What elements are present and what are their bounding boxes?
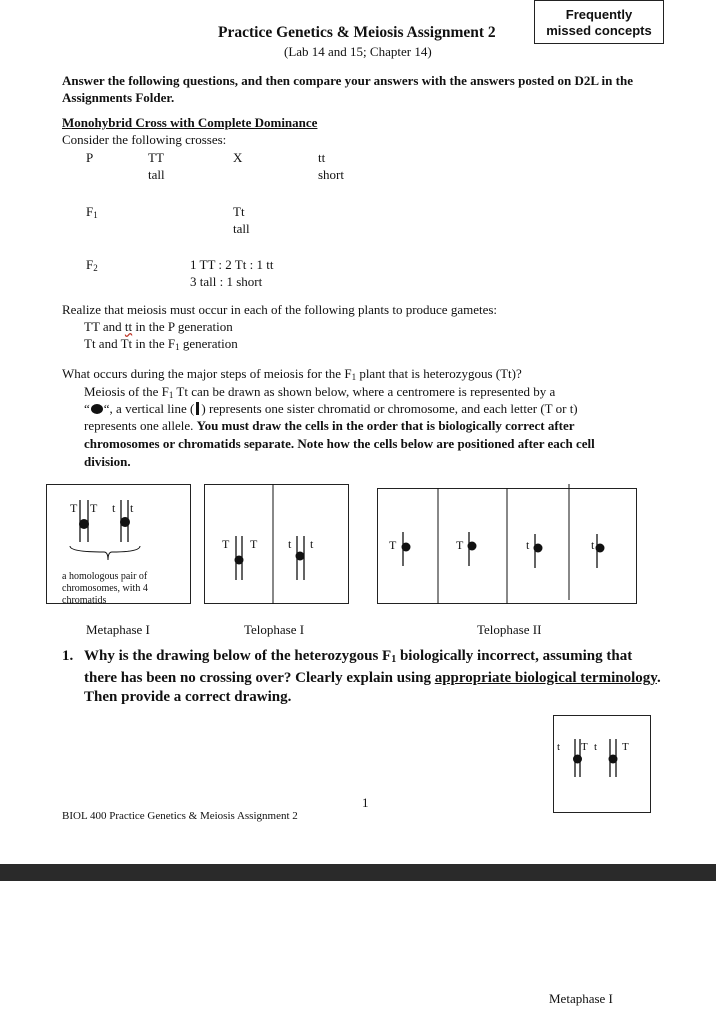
- instructions: Answer the following questions, and then compare your answers with the answers posted on D2L in the Assignments Folder.: [62, 73, 633, 105]
- label-metaphase-i: Metaphase I: [86, 622, 150, 637]
- centromere: [609, 755, 618, 764]
- allele-letter: t: [310, 537, 314, 551]
- section-heading: Monohybrid Cross with Complete Dominance: [62, 115, 318, 130]
- centromere: [235, 556, 244, 565]
- p-pheno1: tall: [148, 167, 165, 182]
- f1-label: $F_1$: [86, 204, 98, 220]
- label-telophase-ii: Telophase II: [477, 622, 542, 637]
- centromere: [120, 517, 130, 527]
- caption-line: a homologous pair of: [62, 571, 148, 582]
- p-cross: X: [233, 150, 243, 165]
- section-intro: Consider the following crosses:: [62, 132, 227, 147]
- explanation-line4: chromosomes or chromatids separate. Note how the cells below are positioned after each cell: [84, 436, 595, 451]
- label-telophase-i: Telophase I: [244, 622, 305, 637]
- centromere: [79, 519, 89, 529]
- page-break-band: [0, 864, 716, 881]
- centromere: [402, 543, 411, 552]
- explanation-line1: Meiosis of the $F_1$ Tt can be drawn as shown below, where a centromere is represented by a: [84, 384, 556, 400]
- f1-geno: Tt: [233, 204, 245, 219]
- caption-line: chromosomes, with 4: [62, 583, 148, 594]
- meiosis-line1: TT and tt in the P generation: [84, 319, 233, 334]
- f1-pheno: tall: [233, 221, 250, 236]
- frequently-missed-badge: [534, 0, 664, 44]
- telophase-i-drawing: [204, 484, 349, 604]
- allele-letter: T: [250, 537, 258, 551]
- metaphase-i-drawing: [46, 484, 191, 604]
- chromatid-line-icon: [196, 402, 199, 415]
- centromere: [468, 542, 477, 551]
- allele-letter: t: [112, 501, 116, 515]
- allele-letter: T: [456, 538, 464, 552]
- telophase-ii-drawing: [377, 484, 637, 604]
- question-number: 1.: [62, 648, 74, 664]
- centromere: [296, 552, 305, 561]
- allele-letter: t: [591, 538, 595, 552]
- page-number: 1: [362, 795, 369, 810]
- allele-letter: T: [70, 501, 78, 515]
- centromere: [596, 544, 605, 553]
- allele-letter: t: [526, 538, 530, 552]
- page-title: Practice Genetics & Meiosis Assignment 2: [218, 24, 496, 41]
- badge-line1: Frequently: [565, 7, 633, 22]
- p-label: P: [86, 150, 94, 165]
- meiosis-question: What occurs during the major steps of meiosis for the $F_1$ plant that is heterozygous (Tt)?: [62, 366, 522, 382]
- allele-letter: t: [130, 501, 134, 515]
- caption-line: chromatids: [62, 595, 107, 604]
- page-subtitle: (Lab 14 and 15; Chapter 14): [284, 44, 432, 59]
- allele-letter: T: [581, 741, 588, 753]
- allele-letter: t: [594, 741, 598, 753]
- explanation-line5: division.: [84, 454, 131, 469]
- question-1-text: Why is the drawing below of the heterozygous $F_1$ biologically incorrect, assuming that there has been no crossing over? Clearly explain using appropriate biological terminology. Then provide a correct drawing.: [84, 648, 661, 705]
- footer-course: BIOL 400 Practice Genetics & Meiosis Assignment 2: [62, 810, 298, 822]
- allele-letter: T: [389, 538, 397, 552]
- allele-letter: T: [222, 537, 230, 551]
- allele-letter: T: [622, 741, 629, 753]
- centromere: [534, 544, 543, 553]
- explanation-line3: represents one allele. You must draw the cells in the order that is biologically correct after: [84, 418, 575, 433]
- f2-label: $F_2$: [86, 257, 98, 273]
- centromere-dot-icon: [91, 404, 103, 414]
- homologous-pair-brace: [70, 546, 140, 560]
- allele-letter: T: [90, 501, 98, 515]
- f2-pheno-ratio: 3 tall : 1 short: [190, 274, 263, 289]
- question-1: [62, 647, 662, 707]
- centromere: [573, 755, 582, 764]
- allele-letter: t: [557, 741, 561, 753]
- p-pheno2: short: [318, 167, 344, 182]
- explanation-line2: “ “, a vertical line ( ) represents one sister chromatid or chromosome, and each letter (T or t): [84, 401, 578, 416]
- allele-letter: t: [288, 537, 292, 551]
- incorrect-drawing: [553, 715, 651, 813]
- p-geno1: TT: [148, 150, 164, 165]
- bottom-metaphase-label: Metaphase I: [549, 991, 613, 1006]
- badge-line2: missed concepts: [546, 23, 652, 38]
- meiosis-intro: Realize that meiosis must occur in each of the following plants to produce gametes:: [62, 302, 498, 317]
- p-geno2: tt: [318, 150, 326, 165]
- meiosis-line2: Tt and Tt in the $F_1$ generation: [84, 336, 238, 352]
- f2-geno-ratio: 1 TT : 2 Tt : 1 tt: [190, 257, 274, 272]
